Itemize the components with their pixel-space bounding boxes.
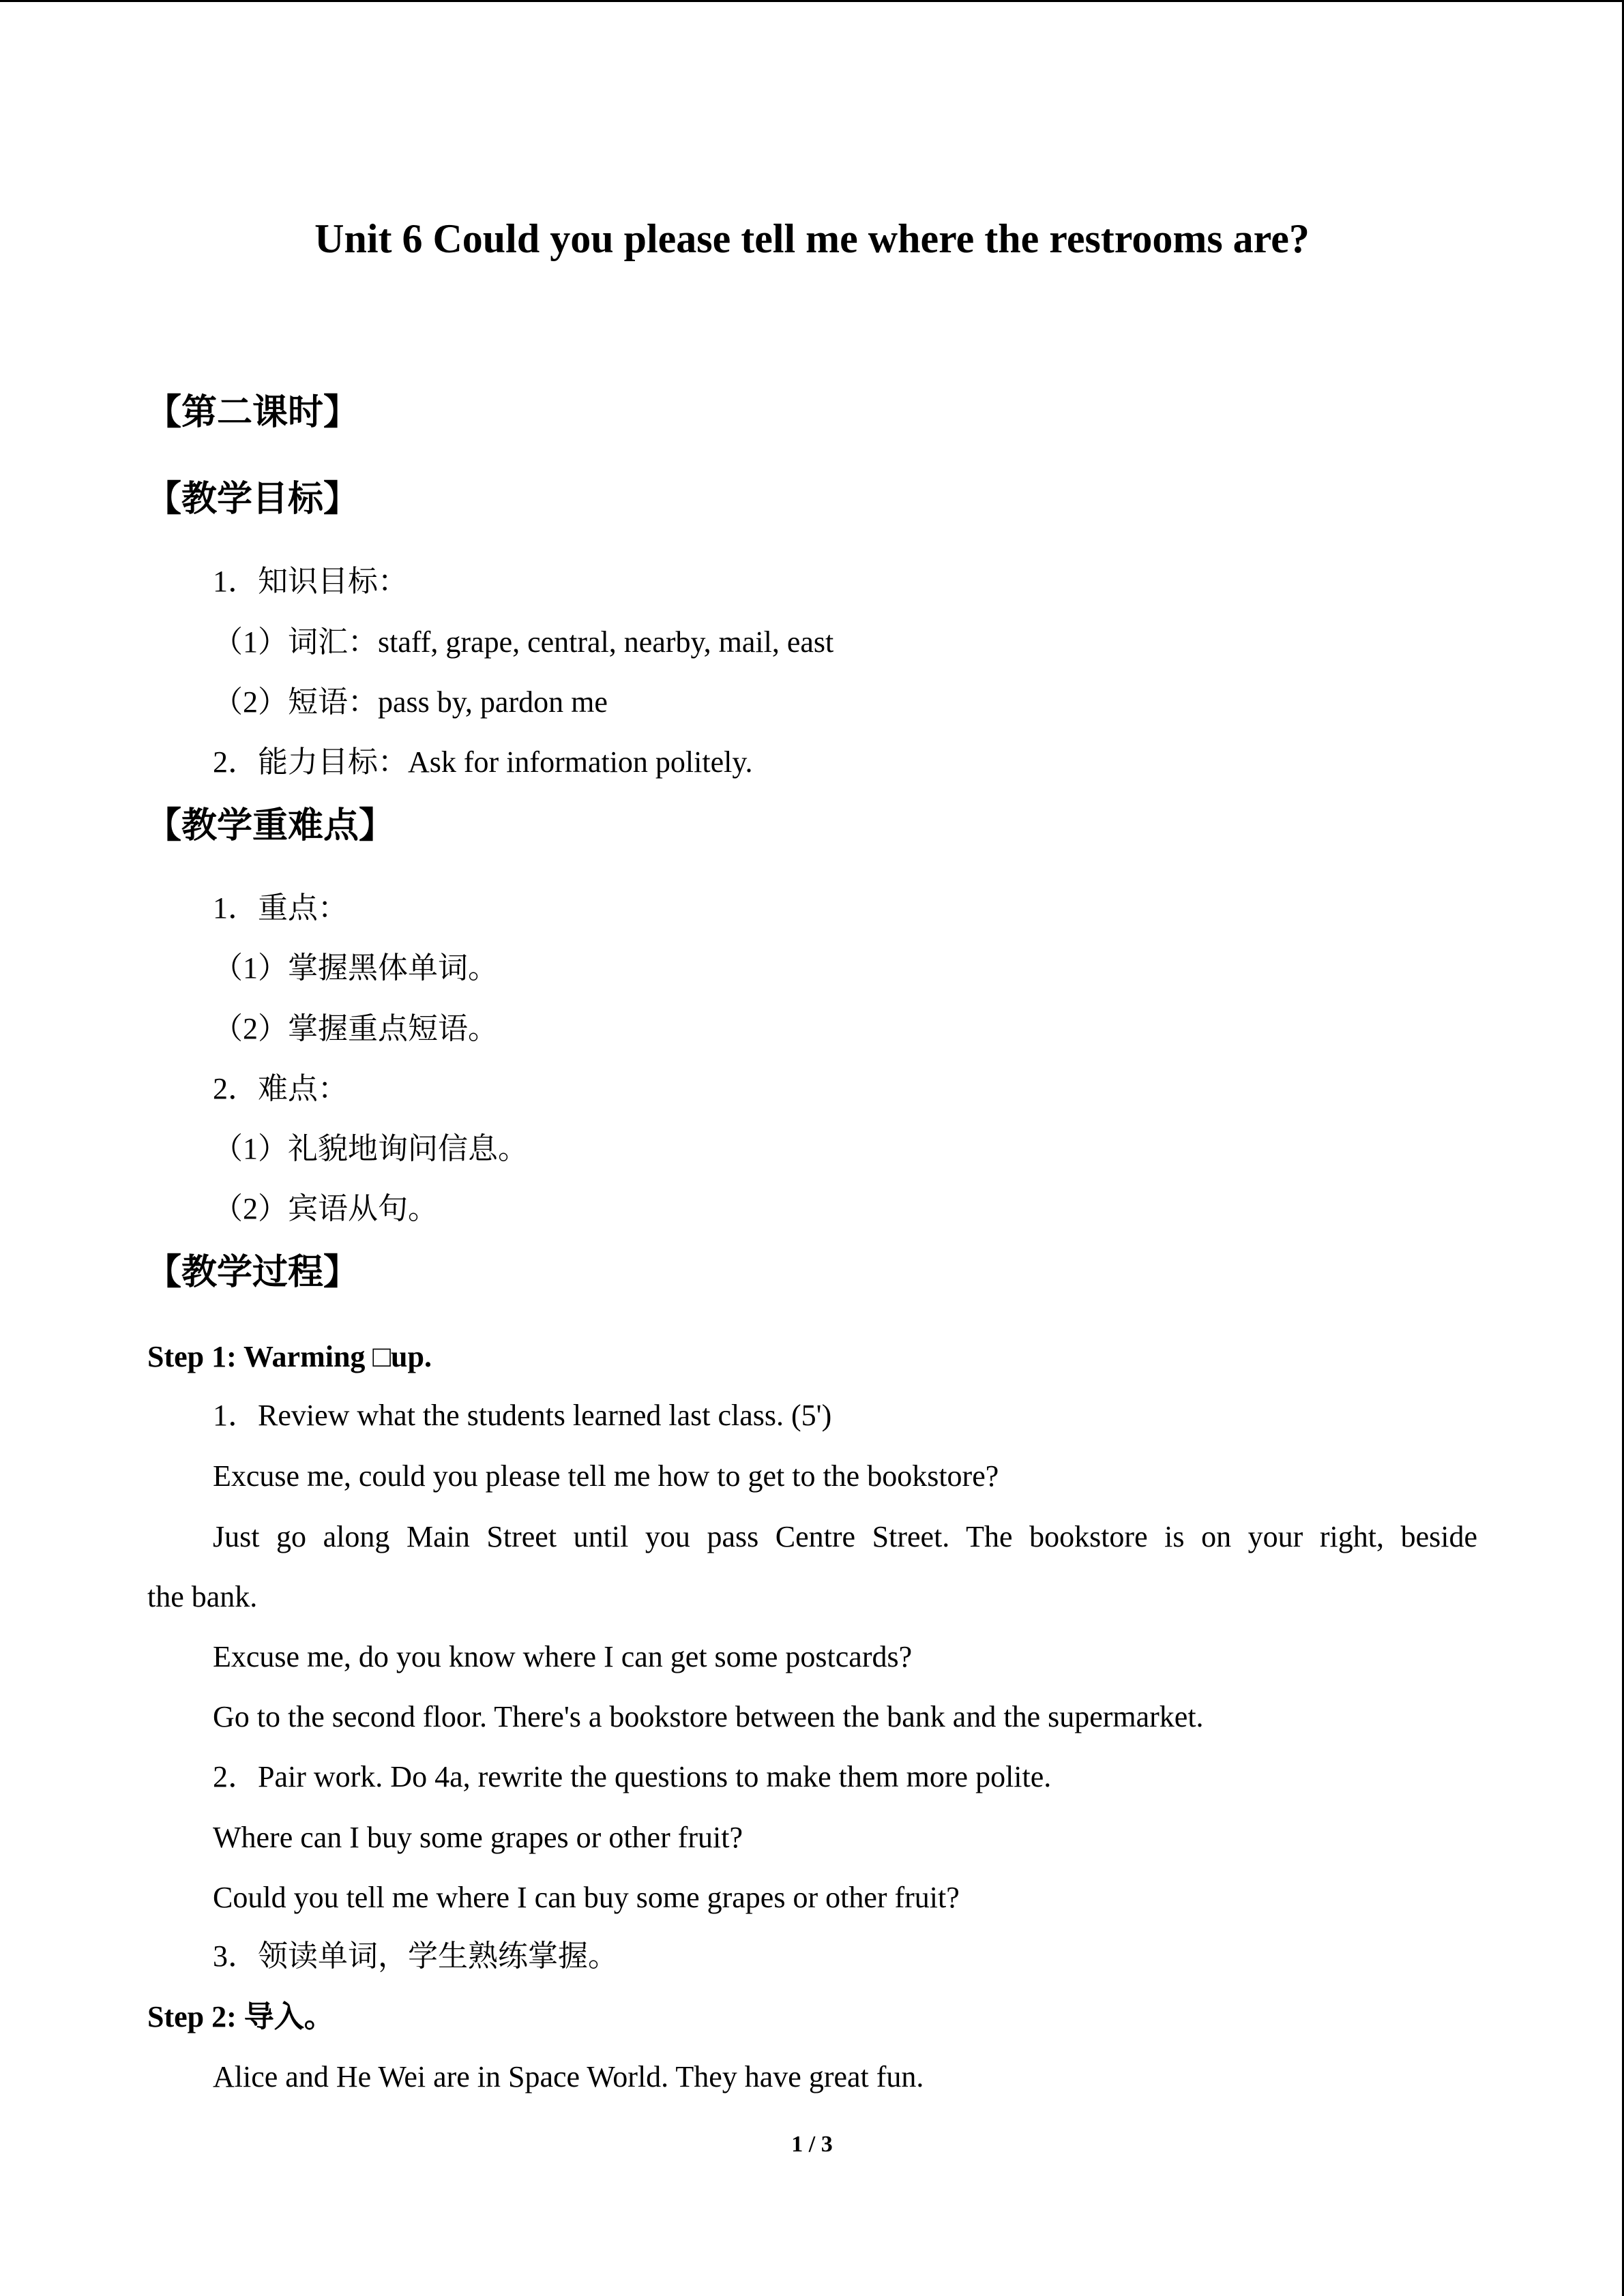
step-1-answer-1-line-1: Just go along Main Street until you pass Centre Street. The bookstore is on your right, beside bbox=[213, 1520, 1477, 1553]
step-1-answer-1-line-2: the bank. bbox=[147, 1580, 258, 1613]
step-2-title: Step 2: 导入。 bbox=[147, 2000, 334, 2033]
lesson-label: 【第二课时】 bbox=[146, 392, 359, 433]
document-title: Unit 6 Could you please tell me where the restrooms are? bbox=[314, 216, 1310, 261]
key-point-item-1-sub-2: （2）掌握重点短语。 bbox=[213, 1012, 498, 1045]
key-point-item-2-sub-1: （1）礼貌地询问信息。 bbox=[213, 1132, 528, 1165]
key-point-item-2: 2．难点： bbox=[213, 1072, 348, 1105]
objective-item-1: 1．知识目标： bbox=[213, 565, 408, 598]
step-1-item-1: 1．Review what the students learned last class. (5') bbox=[213, 1399, 832, 1432]
step-2-text: Alice and He Wei are in Space World. They have great fun. bbox=[213, 2060, 924, 2093]
step-1-item-2: 2．Pair work. Do 4a, rewrite the questions to make them more polite. bbox=[213, 1760, 1052, 1793]
objective-item-1-sub-1: （1）词汇：staff, grape, central, nearby, mail, east bbox=[213, 625, 834, 659]
step-1-item-3: 3．领读单词，学生熟练掌握。 bbox=[213, 1939, 618, 1973]
key-point-item-2-sub-2: （2）宾语从句。 bbox=[213, 1192, 438, 1225]
step-1-question-1: Excuse me, could you please tell me how to get to the bookstore? bbox=[213, 1459, 999, 1493]
key-point-item-1-sub-1: （1）掌握黑体单词。 bbox=[213, 951, 498, 985]
page-number: 1 / 3 bbox=[791, 2132, 833, 2157]
step-1-question-2: Excuse me, do you know where I can get some postcards? bbox=[213, 1640, 913, 1673]
objectives-heading: 【教学目标】 bbox=[146, 479, 359, 520]
key-point-item-1: 1．重点： bbox=[213, 891, 348, 925]
key-points-heading: 【教学重难点】 bbox=[146, 805, 395, 846]
objective-item-2: 2．能力目标：Ask for information politely. bbox=[213, 745, 753, 779]
objective-item-1-sub-2: （2）短语：pass by, pardon me bbox=[213, 685, 608, 719]
step-1-answer-3: Could you tell me where I can buy some grapes or other fruit? bbox=[213, 1881, 960, 1914]
step-1-question-3: Where can I buy some grapes or other fruit? bbox=[213, 1821, 743, 1854]
step-1-answer-2: Go to the second floor. There's a bookstore between the bank and the supermarket. bbox=[213, 1700, 1204, 1733]
process-heading: 【教学过程】 bbox=[146, 1252, 359, 1293]
step-1-title: Step 1: Warming □up. bbox=[147, 1340, 432, 1373]
